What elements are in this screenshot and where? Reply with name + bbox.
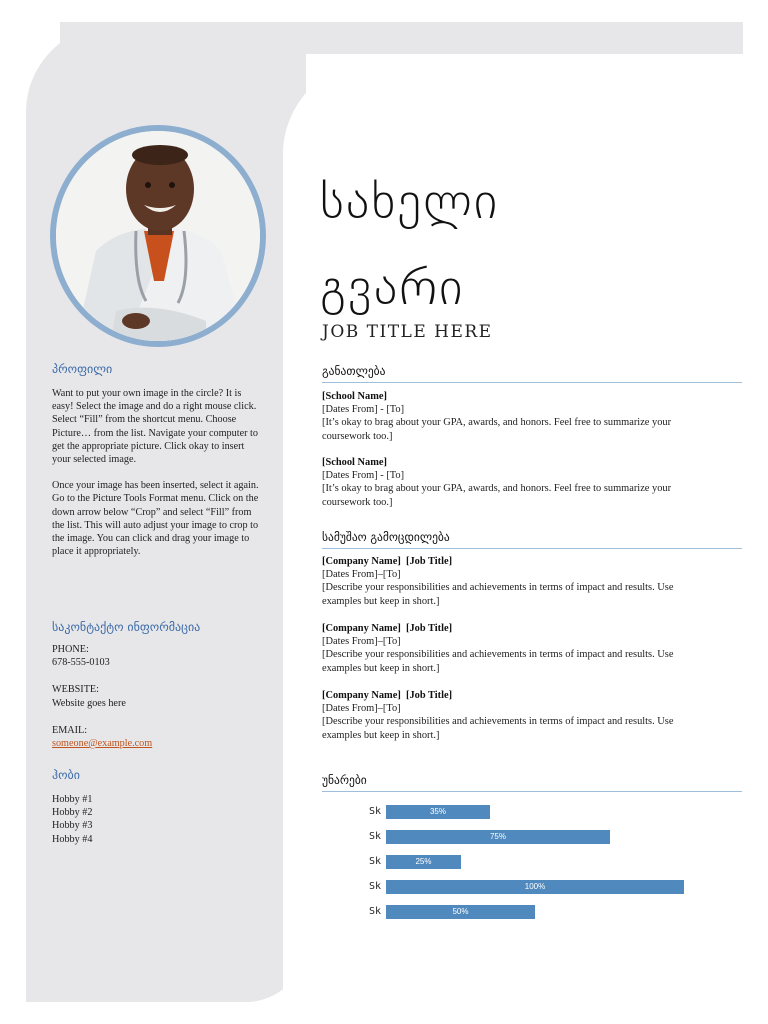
job-role: [Job Title] (406, 556, 453, 567)
skill-value-label: 75% (489, 832, 506, 841)
education-entry (322, 390, 712, 443)
education-dates: [Dates From] - [To] (322, 470, 405, 482)
company-name: [Company Name] (322, 623, 401, 634)
skill-value-label: 50% (452, 907, 469, 916)
contact-heading: საკონტაქტო ინფორმაცია (52, 620, 201, 634)
first-name: სახელი (320, 172, 500, 230)
hobby-item: Hobby #1 (52, 794, 93, 805)
website-label: WEBSITE: (52, 684, 99, 696)
last-name: გვარი (320, 258, 465, 316)
profile-heading: პროფილი (52, 362, 113, 376)
contact-info (52, 643, 264, 750)
skill-label: Sk (369, 806, 382, 817)
experience-dates: [Dates From]–[To] (322, 703, 401, 715)
skill-value-label: 35% (429, 807, 446, 816)
education-description: [It’s okay to brag about your GPA, awards, and honors. Feel free to summarize your coursework too.] (322, 483, 672, 508)
experience-description: [Describe your responsibilities and achievements in terms of impact and results. Use examples but keep in short.] (322, 716, 674, 741)
school-name: [School Name] (322, 391, 387, 402)
education-dates: [Dates From] - [To] (322, 404, 405, 416)
profile-description (52, 387, 264, 558)
company-name: [Company Name] (322, 690, 401, 701)
hobbies-list (52, 793, 264, 846)
profile-paragraph-2: Once your image has been inserted, select it again. Go to the Picture Tools Format menu. Click on the down arrow below “Crop” and select “Fill” from the list. This will auto adjust your image to crop to the image. You can click and drag your image to place it appropriately. (52, 480, 259, 558)
hobby-item: Hobby #3 (52, 820, 93, 832)
job-title: JOB TITLE HERE (322, 322, 493, 342)
skills-heading: უნარები (322, 773, 742, 792)
website-value: Website goes here (52, 697, 126, 709)
experience-description: [Describe your responsibilities and achievements in terms of impact and results. Use examples but keep in short.] (322, 649, 674, 674)
phone-label: PHONE: (52, 644, 89, 655)
education-entry (322, 456, 712, 509)
experience-dates: [Dates From]–[To] (322, 636, 401, 648)
hobby-item: Hobby #2 (52, 807, 93, 819)
experience-description: [Describe your responsibilities and achievements in terms of impact and results. Use examples but keep in short.] (322, 582, 674, 607)
school-name: [School Name] (322, 457, 387, 468)
education-description: [It’s okay to brag about your GPA, awards, and honors. Feel free to summarize your coursework too.] (322, 417, 672, 442)
hobbies-heading: ჰობი (52, 768, 80, 782)
company-name: [Company Name] (322, 556, 401, 567)
doctor-portrait-image (56, 131, 260, 341)
education-heading: განათლება (322, 364, 742, 383)
email-link[interactable]: someone@example.com (52, 738, 153, 750)
experience-dates: [Dates From]–[To] (322, 569, 401, 581)
hobby-item: Hobby #4 (52, 833, 93, 845)
profile-photo[interactable] (56, 131, 260, 341)
skill-value-label: 100% (524, 882, 546, 891)
skill-value-label: 25% (415, 857, 432, 866)
profile-paragraph-1: Want to put your own image in the circle? It is easy! Select the image and do a right mouse click. Select “Fill” from the shortcut menu. Choose Picture… from the list. Navigate your computer to get the appropriate picture. Click okay to insert your selected image. (52, 388, 258, 466)
email-label: EMAIL: (52, 724, 88, 736)
job-role: [Job Title] (406, 623, 453, 634)
skill-label: Sk (369, 831, 382, 842)
experience-entry (322, 689, 712, 742)
skill-label: Sk (369, 856, 382, 867)
experience-entry (322, 555, 712, 608)
skill-label: Sk (369, 906, 382, 917)
phone-value: 678-555-0103 (52, 657, 110, 669)
experience-entry (322, 622, 712, 675)
skill-label: Sk (369, 881, 382, 892)
experience-heading: სამუშაო გამოცდილება (322, 530, 742, 549)
job-role: [Job Title] (406, 690, 453, 701)
